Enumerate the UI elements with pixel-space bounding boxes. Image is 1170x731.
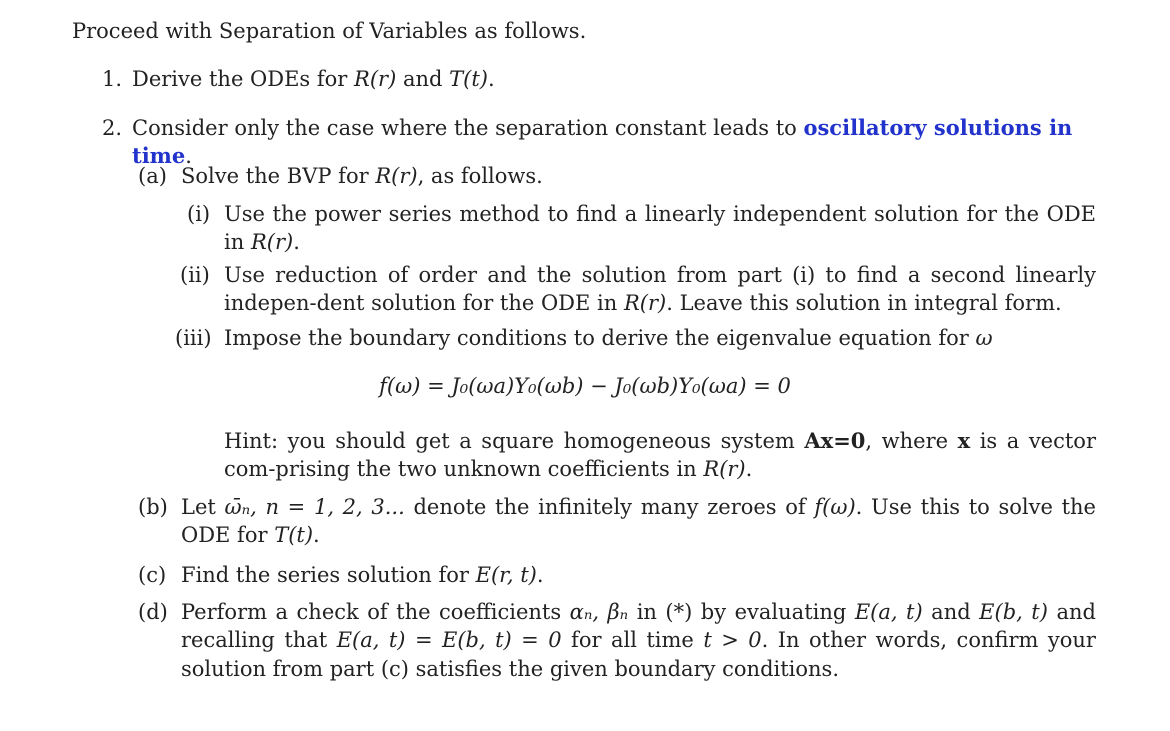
eigenvalue-equation: f(ω) = J₀(ωa)Y₀(ωb) − J₀(ωb)Y₀(ωa) = 0 — [379, 374, 791, 398]
intro-text: Proceed with Separation of Variables as follows. — [72, 19, 587, 43]
hint-paragraph: Hint: you should get a square homogeneous system Ax=0, where x is a vector com-prising the two unknown coefficients in R(r). — [224, 428, 1096, 482]
item-d: Perform a check of the coefficients αₙ, βₙ in (*) by evaluating E(a, t) and E(b, t) and recalling that E(a, t) = E(b, t) = 0 for all time t > 0. In other words, confirm your solution from part (c) satisfies the given boundary conditions. — [181, 600, 1096, 681]
item-a-ii-label: (ii) — [180, 263, 210, 287]
item-c-label: (c) — [138, 563, 167, 587]
math-zeroes: ω̄ₙ, n = 1, 2, 3... — [224, 495, 405, 519]
item-a-label: (a) — [138, 164, 167, 188]
intro-paragraph — [72, 17, 1112, 45]
item-a-ii: Use reduction of order and the solution from part (i) to find a second linearly indepen-dent solution for the ODE in R(r). Leave this solution in integral form. — [224, 263, 1096, 316]
item-2: Consider only the case where the separation constant leads to oscillatory solutions in time. — [132, 115, 1073, 169]
math-x-vector: x — [957, 428, 971, 453]
item-d-label: (d) — [138, 600, 168, 624]
item-c: Find the series solution for E(r, t). — [181, 563, 544, 587]
math-T-of-t: T(t) — [449, 67, 488, 91]
math-system: Ax=0 — [804, 428, 866, 453]
math-R-of-r: R(r) — [354, 67, 397, 91]
item-1-label: 1. — [102, 67, 123, 91]
item-a-iii-label: (iii) — [175, 326, 212, 350]
item-a-i-label: (i) — [187, 202, 211, 226]
item-a-iii: Impose the boundary conditions to derive the eigenvalue equation for ω — [224, 326, 993, 350]
item-a: Solve the BVP for R(r), as follows. — [181, 164, 543, 188]
item-1: Derive the ODEs for R(r) and T(t). — [132, 67, 495, 91]
item-a-i: Use the power series method to find a linearly independent solution for the ODE in R(r). — [224, 202, 1096, 255]
item-2-label: 2. — [102, 116, 123, 140]
item-b: Let ω̄ₙ, n = 1, 2, 3... denote the infinitely many zeroes of f(ω). Use this to solve the ODE for T(t). — [181, 495, 1096, 548]
highlight-oscillatory: oscillatory solutions in time — [132, 115, 1073, 169]
item-b-label: (b) — [138, 495, 168, 519]
